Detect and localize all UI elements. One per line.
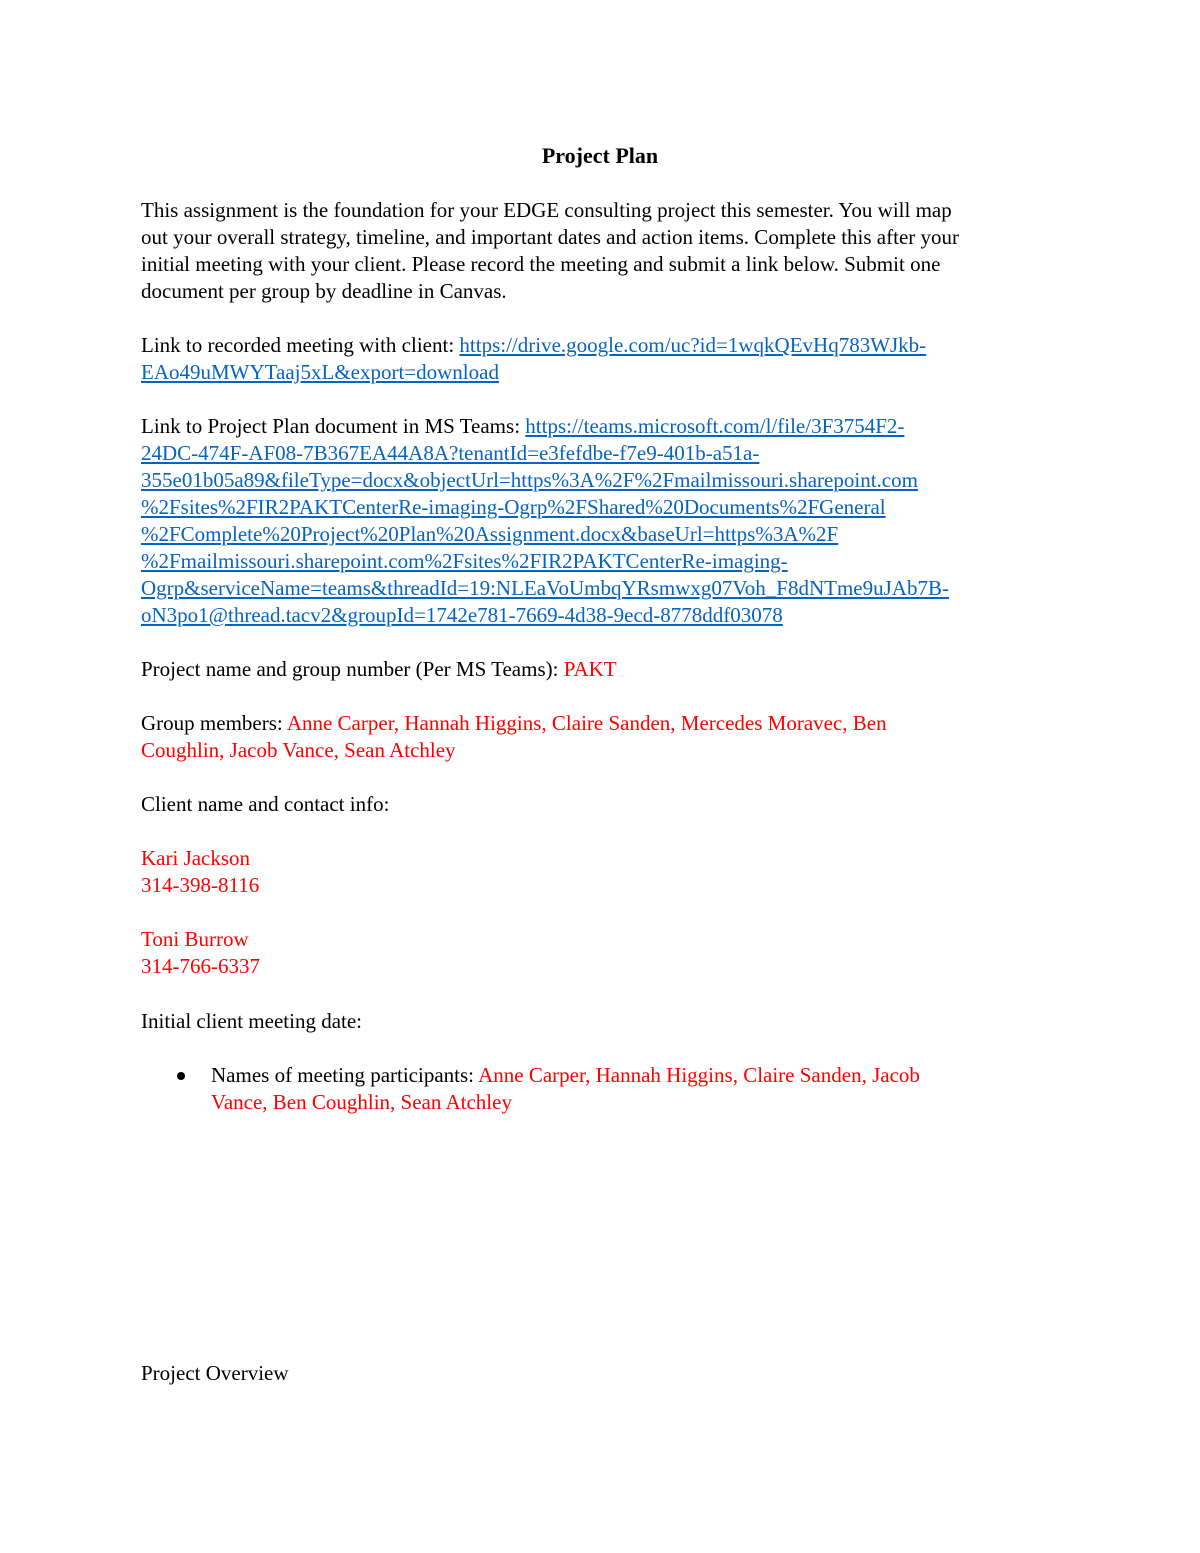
initial-meeting-label: Initial client meeting date: — [141, 1009, 363, 1033]
intro-line: This assignment is the foundation for your EDGE consulting project this semester. You will map — [141, 198, 952, 222]
intro-line: document per group by deadline in Canvas. — [141, 279, 507, 303]
project-plan-link[interactable]: https://teams.microsoft.com/l/file/3F3754F2- — [525, 414, 905, 438]
participants-value-continued: Vance, Ben Coughlin, Sean Atchley — [211, 1090, 512, 1114]
project-plan-link-line[interactable]: 24DC-474F-AF08-7B367EA44A8A?tenantId=e3fefdbe-f7e9-401b-a51a- — [141, 441, 760, 465]
project-plan-link-label: Link to Project Plan document in MS Teams: — [141, 414, 526, 438]
recorded-meeting-link-continued[interactable]: EAo49uMWYTaaj5xL&export=download — [141, 360, 499, 384]
group-members-label: Group members: — [141, 711, 287, 735]
project-plan-link-line[interactable]: Ogrp&serviceName=teams&threadId=19:NLEaVoUmbqYRsmwxg07Voh_F8dNTme9uJAb7B- — [141, 576, 949, 600]
recorded-meeting-link[interactable]: https://drive.google.com/uc?id=1wqkQEvHq783WJkb- — [459, 333, 927, 357]
participants-value: Anne Carper, Hannah Higgins, Claire Sanden, Jacob — [478, 1063, 920, 1087]
participants-label: Names of meeting participants: — [211, 1063, 479, 1087]
project-plan-link-line[interactable]: %2Fsites%2FIR2PAKTCenterRe-imaging-Ogrp%2FShared%20Documents%2FGeneral — [141, 495, 886, 519]
project-overview-heading: Project Overview — [141, 1361, 289, 1385]
group-members-value: Anne Carper, Hannah Higgins, Claire Sanden, Mercedes Moravec, Ben — [286, 711, 887, 735]
recorded-meeting-section — [141, 332, 1066, 386]
client-name: Kari Jackson — [141, 846, 251, 870]
intro-line: out your overall strategy, timeline, and important dates and action items. Complete this after your — [141, 225, 960, 249]
project-plan-link-line[interactable]: %2FComplete%20Project%20Plan%20Assignment.docx&baseUrl=https%3A%2F — [141, 522, 839, 546]
project-plan-link-section — [141, 413, 1066, 629]
project-name-label: Project name and group number (Per MS Teams): — [141, 657, 564, 681]
project-plan-link-line[interactable]: oN3po1@thread.tacv2&groupId=1742e781-7669-4d38-9ecd-8778ddf03078 — [141, 603, 783, 627]
participants-text — [211, 1062, 1051, 1116]
client-phone: 314-398-8116 — [141, 873, 260, 897]
page-title: Project Plan — [541, 143, 659, 168]
project-name-value: PAKT — [563, 657, 617, 681]
recorded-meeting-label: Link to recorded meeting with client: — [141, 333, 460, 357]
client-contact-1 — [141, 845, 1066, 899]
intro-paragraph — [141, 197, 1066, 305]
project-plan-link-line[interactable]: %2Fmailmissouri.sharepoint.com%2Fsites%2FIR2PAKTCenterRe-imaging- — [141, 549, 788, 573]
project-plan-link-line[interactable]: 355e01b05a89&fileType=docx&objectUrl=https%3A%2F%2Fmailmissouri.sharepoint.com — [141, 468, 918, 492]
client-name: Toni Burrow — [141, 927, 249, 951]
intro-line: initial meeting with your client. Please record the meeting and submit a link below. Submit one — [141, 252, 941, 276]
client-info-label: Client name and contact info: — [141, 792, 390, 816]
project-name-section — [141, 656, 1066, 683]
participants-list-item — [141, 1062, 1066, 1122]
group-members-value-continued: Coughlin, Jacob Vance, Sean Atchley — [141, 738, 456, 762]
client-phone: 314-766-6337 — [141, 954, 260, 978]
group-members-section — [141, 710, 1066, 764]
bullet-icon — [177, 1072, 185, 1080]
client-contact-2 — [141, 926, 1066, 980]
